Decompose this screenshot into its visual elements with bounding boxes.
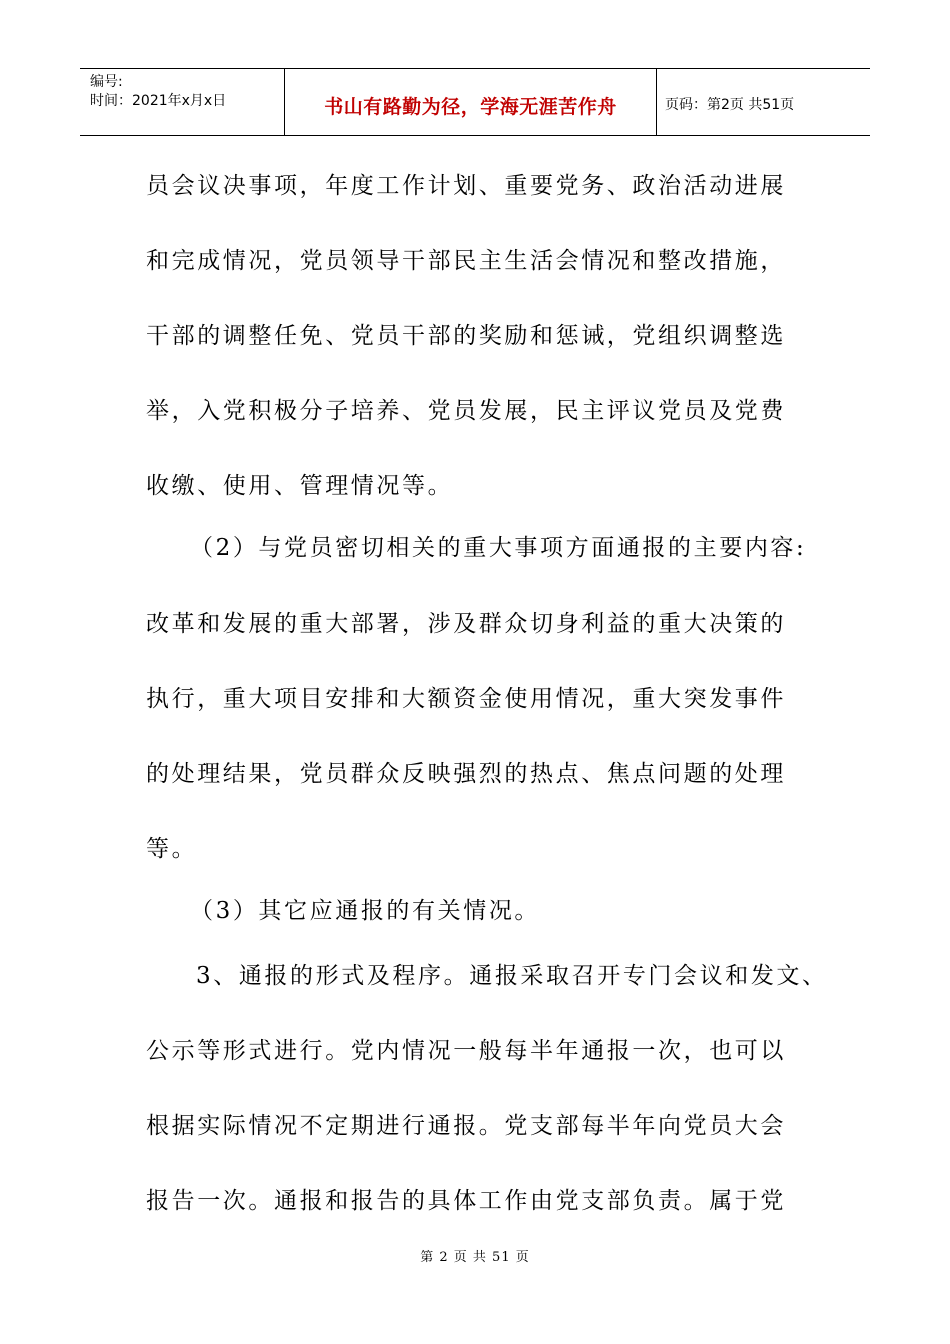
body-line: 的处理结果，党员群众反映强烈的热点、焦点问题的处理 xyxy=(146,761,786,787)
header-motto: 书山有路勤为径，学海无涯苦作舟 xyxy=(324,95,617,118)
body-line: 改革和发展的重大部署，涉及群众切身利益的重大决策的 xyxy=(146,611,786,637)
body-line: 根据实际情况不定期进行通报。党支部每半年向党员大会 xyxy=(146,1113,786,1139)
page-footer: 第 2 页 共 51 页 xyxy=(420,1250,530,1265)
body-line: 员会议决事项，年度工作计划、重要党务、政治活动进展 xyxy=(146,173,786,199)
body-line: 干部的调整任免、党员干部的奖励和惩诫，党组织调整选 xyxy=(146,323,786,349)
body-line: （3）其它应通报的有关情况。 xyxy=(190,898,541,924)
body-line: 报告一次。通报和报告的具体工作由党支部负责。属于党 xyxy=(146,1188,786,1214)
header-page-cell xyxy=(657,69,870,135)
body-line: （2）与党员密切相关的重大事项方面通报的主要内容: xyxy=(190,535,807,561)
body-line: 和完成情况，党员领导干部民主生活会情况和整改措施， xyxy=(146,248,786,274)
body-line: 3、通报的形式及程序。通报采取召开专门会议和发文、 xyxy=(196,963,828,989)
body-line: 执行，重大项目安排和大额资金使用情况，重大突发事件 xyxy=(146,686,786,712)
header-motto-cell xyxy=(284,69,657,135)
date-label: 时间：2021年x月x日 xyxy=(90,93,227,109)
serial-number-label: 编号: xyxy=(90,74,123,90)
body-line: 等。 xyxy=(146,836,198,862)
body-line: 举，入党积极分子培养、党员发展，民主评议党员及党费 xyxy=(146,398,786,424)
header-meta xyxy=(80,69,284,135)
document-header xyxy=(80,68,870,136)
body-line: 收缴、使用、管理情况等。 xyxy=(146,473,454,499)
header-page-info: 页码：第2页 共51页 xyxy=(665,97,795,113)
body-line: 公示等形式进行。党内情况一般每半年通报一次，也可以 xyxy=(146,1038,786,1064)
